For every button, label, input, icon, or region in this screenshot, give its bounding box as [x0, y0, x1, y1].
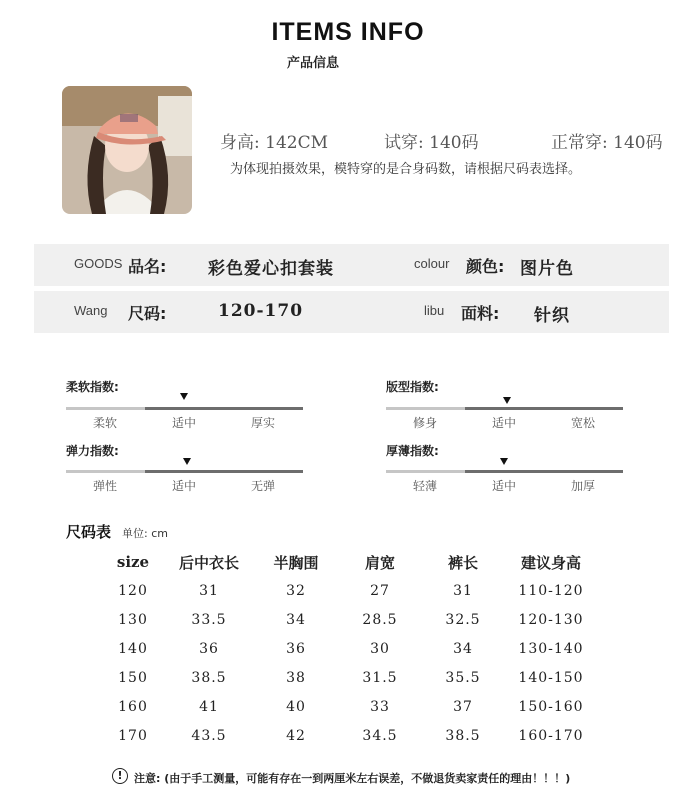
- thickness-bar-2: [465, 470, 544, 473]
- cell-suggested-height: 140-150: [518, 669, 584, 686]
- table-row: [110, 663, 606, 692]
- cell-back-length: 38.5: [191, 669, 227, 686]
- header-suggested-height: 建议身高: [520, 553, 581, 572]
- name-label: 品名:: [128, 257, 167, 276]
- cell-half-chest: 34: [286, 611, 306, 628]
- cell-size: 120: [118, 582, 148, 599]
- size-table-title: 尺码表: [66, 523, 112, 541]
- page-title: ITEMS INFO: [271, 18, 425, 46]
- fit-bar-1: [386, 407, 465, 410]
- cell-size: 170: [118, 727, 148, 744]
- cell-suggested-height: 120-130: [518, 611, 584, 628]
- table-row: [110, 576, 606, 605]
- cell-half-chest: 40: [286, 698, 306, 715]
- header-pants-length: 裤长: [447, 553, 478, 572]
- cell-size: 140: [118, 640, 148, 657]
- size-value: 120-170: [218, 301, 304, 321]
- table-row: [110, 692, 606, 721]
- elasticity-option-2: 适中: [171, 479, 196, 493]
- softness-bar-3: [224, 407, 303, 410]
- cell-size: 130: [118, 611, 148, 628]
- elasticity-marker-icon: [183, 458, 191, 465]
- softness-marker-icon: [180, 393, 188, 400]
- table-row: [110, 634, 606, 663]
- cell-back-length: 31: [199, 582, 219, 599]
- cell-back-length: 41: [199, 698, 219, 715]
- model-photo-image: [62, 86, 192, 214]
- elasticity-option-3: 无弹: [250, 479, 275, 493]
- fit-option-3: 宽松: [570, 416, 595, 430]
- fit-bar-2: [465, 407, 544, 410]
- softness-option-3: 厚实: [250, 416, 275, 430]
- page-subtitle: 产品信息: [286, 56, 339, 71]
- cell-shoulder: 28.5: [362, 611, 398, 628]
- thickness-bar-3: [544, 470, 623, 473]
- elasticity-bar-1: [66, 470, 145, 473]
- size-label: 尺码:: [128, 304, 167, 323]
- goods-band-2: [34, 291, 669, 333]
- cell-pants-length: 32.5: [445, 611, 481, 628]
- model-normal-size: 正常穿: 140码: [551, 133, 663, 153]
- fit-option-1: 修身: [412, 416, 437, 430]
- elasticity-option-1: 弹性: [92, 479, 117, 493]
- header-back-length: 后中衣长: [178, 553, 239, 572]
- cell-size: 150: [118, 669, 148, 686]
- name-value: 彩色爱心扣套装: [208, 259, 334, 279]
- cell-pants-length: 34: [453, 640, 473, 657]
- thickness-index-title: 厚薄指数:: [386, 444, 439, 458]
- cell-pants-length: 38.5: [445, 727, 481, 744]
- thickness-option-3: 加厚: [570, 479, 595, 493]
- table-row: [110, 721, 606, 750]
- cell-shoulder: 31.5: [362, 669, 398, 686]
- goods-en-label: GOODS: [74, 256, 123, 271]
- goods-band-1: [34, 244, 669, 286]
- softness-option-1: 柔软: [92, 416, 117, 430]
- fit-index-title: 版型指数:: [386, 380, 439, 394]
- cell-suggested-height: 160-170: [518, 727, 584, 744]
- fabric-label: 面料:: [461, 304, 500, 323]
- fit-option-2: 适中: [491, 416, 516, 430]
- size-table: [110, 548, 606, 750]
- exclamation-circle-icon: !: [112, 768, 128, 784]
- cell-size: 160: [118, 698, 148, 715]
- size-table-unit: 单位: cm: [122, 527, 168, 540]
- cell-suggested-height: 150-160: [518, 698, 584, 715]
- cell-pants-length: 35.5: [445, 669, 481, 686]
- cell-back-length: 36: [199, 640, 219, 657]
- cell-shoulder: 34.5: [362, 727, 398, 744]
- cell-pants-length: 31: [453, 582, 473, 599]
- model-note: 为体现拍摄效果，模特穿的是合身码数，请根据尺码表选择。: [230, 162, 582, 177]
- cell-shoulder: 33: [370, 698, 390, 715]
- cell-shoulder: 30: [370, 640, 390, 657]
- softness-index-title: 柔软指数:: [66, 380, 119, 394]
- thickness-option-2: 适中: [491, 479, 516, 493]
- elasticity-bar-3: [224, 470, 303, 473]
- colour-value: 图片色: [520, 259, 574, 279]
- elasticity-index-title: 弹力指数:: [66, 444, 119, 458]
- model-height: 身高: 142CM: [220, 133, 328, 153]
- header-shoulder: 肩宽: [364, 553, 395, 572]
- thickness-marker-icon: [500, 458, 508, 465]
- cell-shoulder: 27: [370, 582, 390, 599]
- cell-back-length: 33.5: [191, 611, 227, 628]
- cell-half-chest: 38: [286, 669, 306, 686]
- cell-half-chest: 42: [286, 727, 306, 744]
- fit-bar-3: [544, 407, 623, 410]
- model-tried-size: 试穿: 140码: [384, 133, 479, 153]
- cell-half-chest: 32: [286, 582, 306, 599]
- cell-half-chest: 36: [286, 640, 306, 657]
- cell-suggested-height: 130-140: [518, 640, 584, 657]
- softness-bar-2: [145, 407, 224, 410]
- elasticity-bar-2: [145, 470, 224, 473]
- cell-back-length: 43.5: [191, 727, 227, 744]
- thickness-bar-1: [386, 470, 465, 473]
- fabric-value: 针织: [534, 306, 570, 326]
- cell-pants-length: 37: [453, 698, 473, 715]
- thickness-option-1: 轻薄: [412, 479, 437, 493]
- header-size: size: [116, 553, 150, 571]
- cell-suggested-height: 110-120: [518, 582, 584, 599]
- size-table-header-row: [110, 548, 606, 576]
- libu-en-label: libu: [424, 303, 445, 318]
- wang-en-label: Wang: [74, 303, 108, 318]
- softness-bar-1: [66, 407, 145, 410]
- colour-en-label: colour: [414, 256, 450, 271]
- softness-option-2: 适中: [171, 416, 196, 430]
- table-row: [110, 605, 606, 634]
- header-half-chest: 半胸围: [273, 553, 319, 572]
- colour-label: 颜色:: [466, 257, 505, 276]
- model-photo: [62, 86, 192, 214]
- measurement-note: 注意: (由于手工测量，可能有存在一到两厘米左右误差，不做退货卖家责任的理由！！！): [134, 772, 571, 785]
- fit-marker-icon: [503, 397, 511, 404]
